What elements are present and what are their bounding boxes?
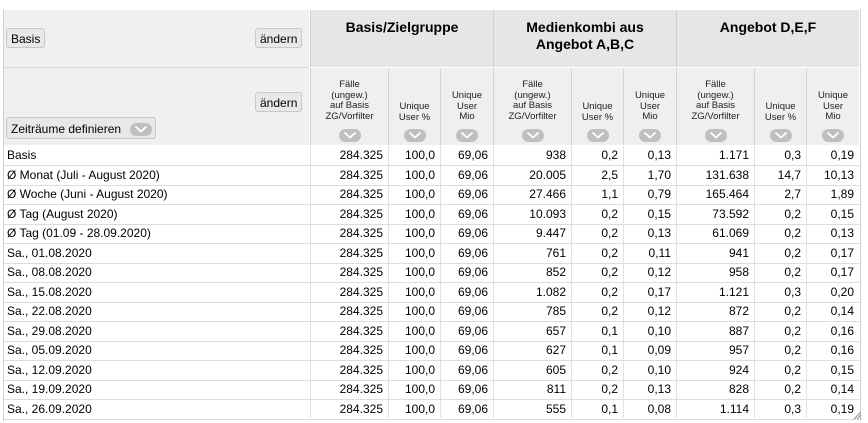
table-cell: 0,2 (601, 304, 618, 318)
table-cell: 165.464 (705, 187, 749, 201)
table-cell: 69,06 (457, 265, 488, 279)
table-cell: 69,06 (457, 187, 488, 201)
column-header-line: User % (398, 111, 431, 123)
table-cell: 69,06 (457, 304, 488, 318)
table-cell: 0,2 (601, 206, 618, 221)
column-header-line: Mio (825, 111, 841, 122)
table-cell: 0,3 (784, 284, 801, 299)
column-header-label (677, 80, 754, 122)
table-cell: 69,06 (457, 284, 488, 299)
group-title: Medienkombi aus Angebot A,B,C (526, 19, 644, 52)
chevron-down-icon[interactable] (456, 129, 478, 142)
table-cell: 100,0 (404, 382, 435, 396)
column-header-line: Fälle (705, 79, 726, 90)
column-header-label (389, 102, 440, 123)
column-header-line: Fälle (339, 79, 360, 90)
row-label: Sa., 22.08.2020 (7, 304, 92, 318)
chevron-down-icon[interactable] (404, 129, 426, 142)
table-cell: 0,13 (830, 226, 854, 240)
column-header-line: Unique (634, 90, 666, 101)
table-cell: 100,0 (404, 304, 435, 318)
table-row (4, 244, 859, 264)
column-header-label (494, 80, 571, 122)
column-header-line: Mio (459, 111, 475, 122)
table-cell: 0,3 (784, 148, 801, 162)
table-cell: 828 (728, 382, 749, 396)
table-cell: 0,2 (784, 343, 801, 357)
column-header-unique-mio (806, 68, 859, 145)
column-header-line: ZG/Vorfilter (325, 110, 374, 122)
column-header-line: Unique (765, 101, 796, 112)
table-cell: 0,1 (601, 343, 618, 357)
table-cell: 1.114 (719, 401, 749, 416)
table-row (4, 283, 859, 303)
table-cell: 0,2 (784, 206, 801, 221)
column-header-label (755, 102, 806, 123)
table-cell: 69,06 (457, 401, 488, 416)
table-cell: 69,06 (457, 226, 488, 240)
column-header-faelle (493, 68, 571, 145)
table-cell: 1,1 (601, 187, 618, 201)
table-row (4, 185, 859, 205)
table-cell: 1,70 (647, 167, 671, 182)
column-header-line: (ungew.) (697, 89, 734, 101)
group-title: Basis/Zielgruppe (345, 19, 459, 35)
table-cell: 284.325 (339, 284, 383, 299)
table-cell: 761 (545, 245, 566, 260)
row-label: Sa., 29.08.2020 (7, 323, 92, 338)
row-label: Ø Tag (01.09 - 28.09.2020) (7, 226, 151, 240)
table-cell: 100,0 (404, 148, 435, 162)
table-cell: 0,2 (784, 245, 801, 260)
column-header-unique-mio (623, 68, 676, 145)
row-label: Ø Tag (August 2020) (7, 206, 118, 221)
table-cell: 100,0 (404, 323, 435, 338)
table-cell: 100,0 (404, 187, 435, 201)
row-label: Sa., 19.09.2020 (7, 382, 92, 396)
table-cell: 10,13 (823, 167, 854, 182)
row-label: Ø Woche (Juni - August 2020) (7, 187, 168, 201)
row-label: Sa., 26.09.2020 (7, 401, 92, 416)
table-cell: 924 (728, 362, 749, 377)
table-cell: 627 (545, 343, 566, 357)
column-header-line: User (822, 100, 844, 112)
column-header-faelle (676, 68, 754, 145)
table-cell: 284.325 (339, 206, 383, 221)
table-cell: 0,13 (647, 382, 671, 396)
table-cell: 284.325 (339, 401, 383, 416)
column-header-line: User (456, 100, 478, 112)
define-timeframes-button[interactable] (6, 117, 156, 139)
table-cell: 284.325 (339, 148, 383, 162)
table-cell: 69,06 (457, 206, 488, 221)
table-cell: 0,17 (647, 284, 671, 299)
change-timeframe-button[interactable]: ändern (255, 92, 302, 112)
table-cell: 941 (728, 245, 749, 260)
column-header-unique-pct (388, 68, 440, 145)
row-label: Sa., 15.08.2020 (7, 284, 92, 299)
column-header-label (441, 91, 493, 123)
row-label: Sa., 01.08.2020 (7, 245, 92, 260)
table-cell: 284.325 (339, 187, 383, 201)
row-label: Basis (7, 148, 37, 162)
table-cell: 100,0 (404, 362, 435, 377)
table-cell: 0,19 (830, 148, 854, 162)
table-cell: 811 (546, 382, 566, 396)
table-cell: 0,09 (647, 343, 671, 357)
column-header-line: (ungew.) (331, 89, 368, 101)
table-cell: 69,06 (457, 245, 488, 260)
table-row (4, 400, 859, 420)
table-cell: 69,06 (457, 343, 488, 357)
table-cell: 2,7 (784, 187, 801, 201)
table-cell: 100,0 (404, 206, 435, 221)
table-cell: 61.069 (712, 226, 749, 240)
table-cell: 0,14 (830, 382, 854, 396)
table-row (4, 361, 859, 381)
table-cell: 957 (728, 343, 749, 357)
chevron-down-icon[interactable] (587, 129, 609, 142)
table-cell: 131.638 (705, 167, 749, 182)
group-header-offer (676, 10, 859, 67)
table-cell: 0,79 (647, 187, 671, 201)
table-cell: 10.093 (529, 206, 566, 221)
row-label: Ø Monat (Juli - August 2020) (7, 167, 160, 182)
group-title: Angebot D,E,F (719, 19, 817, 35)
table-cell: 938 (545, 148, 566, 162)
base-header-cell (4, 10, 309, 68)
table-cell: 100,0 (404, 245, 435, 260)
column-header-label (311, 80, 388, 122)
table-cell: 887 (728, 323, 749, 338)
table-cell: 605 (545, 362, 566, 377)
column-header-line: (ungew.) (514, 89, 551, 101)
table-cell: 9.447 (535, 226, 566, 240)
table-cell: 0,10 (647, 362, 671, 377)
table-row (4, 341, 859, 361)
table-cell: 0,14 (830, 304, 854, 318)
table-cell: 785 (545, 304, 566, 318)
table-cell: 100,0 (404, 167, 435, 182)
chevron-down-icon[interactable] (822, 129, 844, 142)
column-header-unique-mio (440, 68, 493, 145)
group-header-base (310, 10, 493, 67)
table-cell: 0,2 (784, 226, 801, 240)
table-cell: 852 (545, 265, 566, 279)
table-row (4, 380, 859, 400)
table-cell: 1.082 (535, 284, 566, 299)
table-cell: 284.325 (339, 362, 383, 377)
table-cell: 284.325 (339, 245, 383, 260)
column-header-line: Unique (399, 101, 430, 112)
column-header-faelle (310, 68, 388, 145)
table-cell: 555 (545, 401, 566, 416)
table-row (4, 146, 859, 166)
column-header-line: User % (764, 111, 797, 123)
table-cell: 20.005 (529, 167, 566, 182)
table-cell: 0,1 (601, 401, 618, 416)
chevron-down-icon[interactable] (130, 123, 152, 136)
table-cell: 0,15 (830, 206, 854, 221)
table-cell: 0,15 (830, 362, 854, 377)
table-cell: 69,06 (457, 382, 488, 396)
table-row (4, 205, 859, 225)
column-header-line: Unique (451, 90, 483, 101)
table-cell: 69,06 (457, 148, 488, 162)
change-base-button[interactable]: ändern (255, 28, 302, 48)
table-cell: 100,0 (404, 343, 435, 357)
table-cell: 100,0 (404, 265, 435, 279)
table-cell: 0,1 (601, 323, 618, 338)
chevron-down-icon[interactable] (705, 129, 727, 142)
table-cell: 0,20 (830, 284, 854, 299)
table-row (4, 224, 859, 244)
chevron-down-icon[interactable] (522, 129, 544, 142)
table-cell: 0,19 (830, 401, 854, 416)
table-cell: 0,16 (830, 323, 854, 338)
table-cell: 0,2 (784, 304, 801, 318)
table-cell: 0,15 (647, 206, 671, 221)
table-row (4, 263, 859, 283)
table-cell: 284.325 (339, 343, 383, 357)
table-row (4, 166, 859, 186)
table-cell: 14,7 (777, 167, 801, 182)
table-cell: 100,0 (404, 284, 435, 299)
column-header-label (807, 91, 859, 123)
column-header-line: auf Basis (695, 100, 736, 111)
table-cell: 0,17 (830, 245, 854, 260)
table-cell: 0,13 (647, 148, 671, 162)
table-cell: 284.325 (339, 167, 383, 182)
table-cell: 0,12 (647, 265, 671, 279)
table-cell: 0,2 (784, 362, 801, 377)
column-header-line: User % (581, 111, 614, 123)
group-header-combo (493, 10, 676, 67)
table-cell: 1.121 (718, 284, 749, 299)
column-header-line: User (639, 100, 661, 112)
base-select-button[interactable]: Basis (6, 28, 45, 48)
table-cell: 0,13 (647, 226, 671, 240)
table-row (4, 302, 859, 322)
row-label: Sa., 05.09.2020 (7, 343, 92, 357)
column-header-line: Mio (642, 111, 658, 122)
table-cell: 100,0 (404, 226, 435, 240)
table-cell: 0,2 (601, 382, 618, 396)
table-cell: 0,10 (647, 323, 671, 338)
define-timeframes-label: Zeiträume definieren (11, 122, 122, 136)
column-header-line: ZG/Vorfilter (691, 110, 740, 122)
table-cell: 284.325 (339, 265, 383, 279)
table-cell: 0,2 (784, 265, 801, 279)
table-cell: 0,08 (647, 401, 671, 416)
table-cell: 284.325 (339, 304, 383, 318)
column-header-line: Unique (817, 90, 849, 101)
table-cell: 69,06 (457, 323, 488, 338)
column-header-label (572, 102, 623, 123)
table-cell: 2,5 (601, 167, 618, 182)
table-cell: 284.325 (339, 323, 383, 338)
row-label: Sa., 08.08.2020 (7, 265, 92, 279)
chevron-down-icon[interactable] (339, 129, 361, 142)
table-cell: 284.325 (339, 226, 383, 240)
table-cell: 73.592 (712, 206, 749, 221)
table-cell: 0,17 (830, 265, 854, 279)
table-cell: 0,3 (784, 401, 801, 416)
table-cell: 0,16 (830, 343, 854, 357)
table-cell: 0,2 (601, 148, 618, 162)
column-header-line: ZG/Vorfilter (508, 110, 557, 122)
column-header-unique-pct (571, 68, 623, 145)
column-header-line: Unique (582, 101, 613, 112)
table-cell: 0,2 (601, 226, 618, 240)
column-header-label (624, 91, 676, 123)
table-cell: 69,06 (457, 167, 488, 182)
table-cell: 1.171 (718, 148, 749, 162)
table-cell: 872 (728, 304, 749, 318)
table-cell: 0,12 (647, 304, 671, 318)
table-cell: 0,2 (601, 245, 618, 260)
timeframe-header-cell (4, 68, 309, 145)
table-cell: 0,2 (601, 284, 618, 299)
chevron-down-icon[interactable] (639, 129, 661, 142)
table-cell: 657 (545, 323, 566, 338)
table-cell: 1,89 (830, 187, 854, 201)
row-label: Sa., 12.09.2020 (7, 362, 92, 377)
column-header-unique-pct (754, 68, 806, 145)
table-cell: 0,11 (648, 245, 671, 260)
table-cell: 100,0 (404, 401, 435, 416)
table-cell: 27.466 (529, 187, 566, 201)
resize-grip-icon[interactable] (852, 410, 862, 420)
column-header-line: Fälle (522, 79, 543, 90)
table-cell: 0,2 (784, 382, 801, 396)
table-cell: 69,06 (457, 362, 488, 377)
table-cell: 958 (728, 265, 749, 279)
chevron-down-icon[interactable] (770, 129, 792, 142)
column-header-line: auf Basis (329, 100, 370, 111)
column-header-line: auf Basis (512, 100, 553, 111)
table-cell: 0,2 (601, 265, 618, 279)
table-cell: 0,2 (601, 362, 618, 377)
table-row (4, 322, 859, 342)
table-cell: 284.325 (339, 382, 383, 396)
table-cell: 0,2 (784, 323, 801, 338)
